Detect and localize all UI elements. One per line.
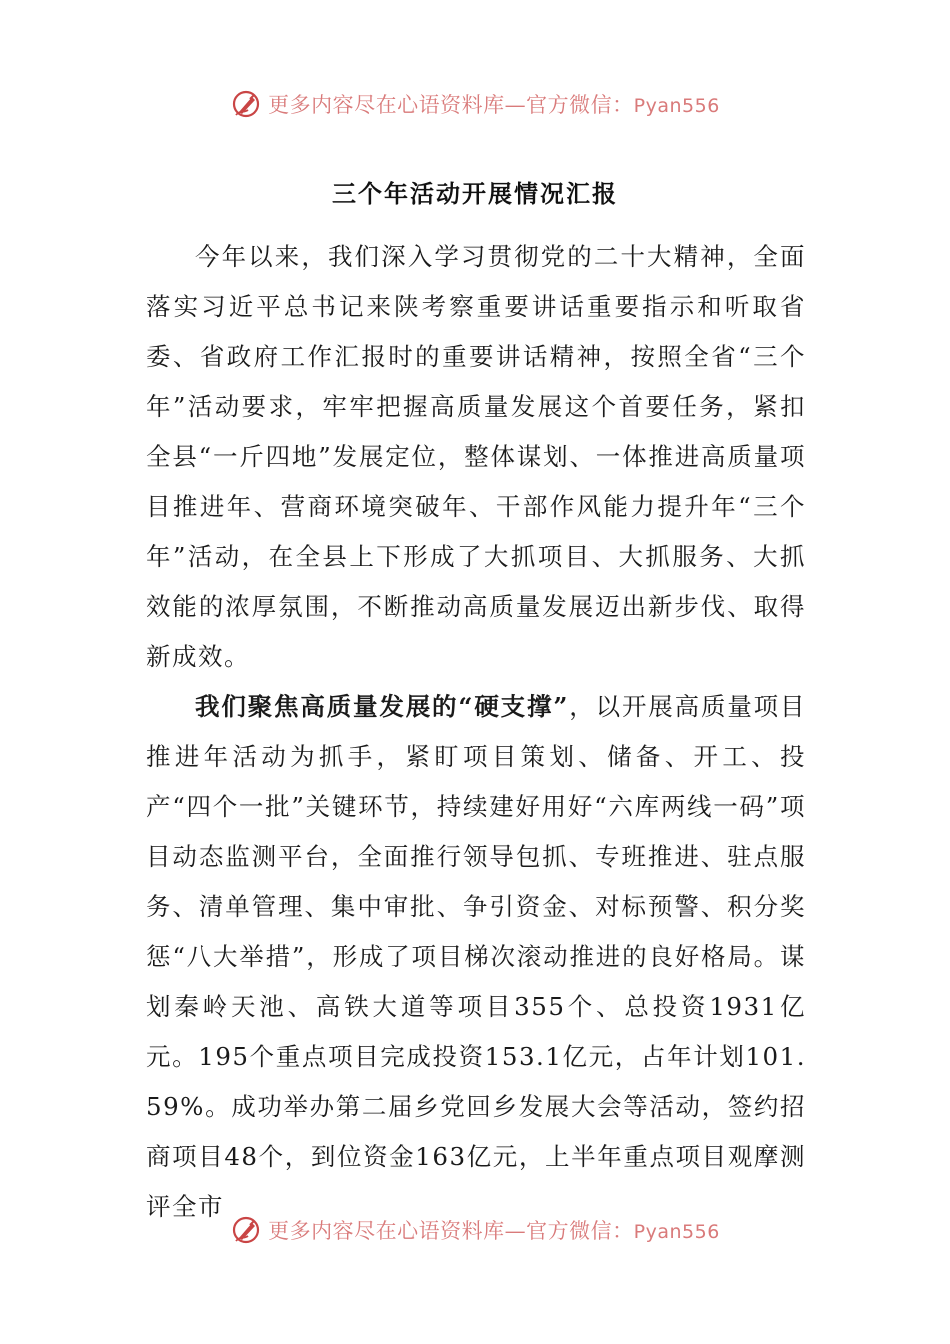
paragraph-1	[146, 232, 806, 682]
watermark-handle: Pyan556	[633, 95, 720, 117]
watermark-footer	[0, 1210, 950, 1250]
watermark-header	[0, 84, 950, 124]
watermark-text: 更多内容尽在心语资料库—官方微信：Pyan556	[268, 1219, 720, 1243]
watermark-text: 更多内容尽在心语资料库—官方微信：Pyan556	[268, 93, 720, 117]
watermark-handle: Pyan556	[633, 1221, 720, 1243]
paragraph-1-text: 今年以来，我们深入学习贯彻党的二十大精神，全面落实习近平总书记来陕考察重要讲话重要指示和听取省委、省政府工作汇报时的重要讲话精神，按照全省“三个年”活动要求，牢牢把握高质量发展这个首要任务，紧扣全县“一斤四地”发展定位，整体谋划、一体推进高质量项目推进年、营商环境突破年、干部作风能力提升年“三个年”活动，在全县上下形成了大抓项目、大抓服务、大抓效能的浓厚氛围，不断推动高质量发展迈出新步伐、取得新成效。	[146, 242, 806, 671]
paragraph-2-lead: 我们聚焦高质量发展的“硬支撑”	[195, 692, 569, 721]
pen-nib-logo-icon	[230, 88, 262, 120]
paragraph-2-text: ，以开展高质量项目推进年活动为抓手，紧盯项目策划、储备、开工、投产“四个一批”关键环节，持续建好用好“六库两线一码”项目动态监测平台，全面推行领导包抓、专班推进、驻点服务、清单管理、集中审批、争引资金、对标预警、积分奖惩“八大举措”，形成了项目梯次滚动推进的良好格局。谋划秦岭天池、高铁大道等项目355个、总投资1931亿元。195个重点项目完成投资153.1亿元，占年计划101.59%。成功举办第二届乡党回乡发展大会等活动，签约招商项目48个，到位资金163亿元，上半年重点项目观摩测评全市	[146, 692, 807, 1221]
pen-nib-logo-icon	[230, 1214, 262, 1246]
document-body	[146, 232, 806, 1232]
paragraph-2	[146, 682, 806, 1232]
document-title: 三个年活动开展情况汇报	[332, 180, 618, 208]
